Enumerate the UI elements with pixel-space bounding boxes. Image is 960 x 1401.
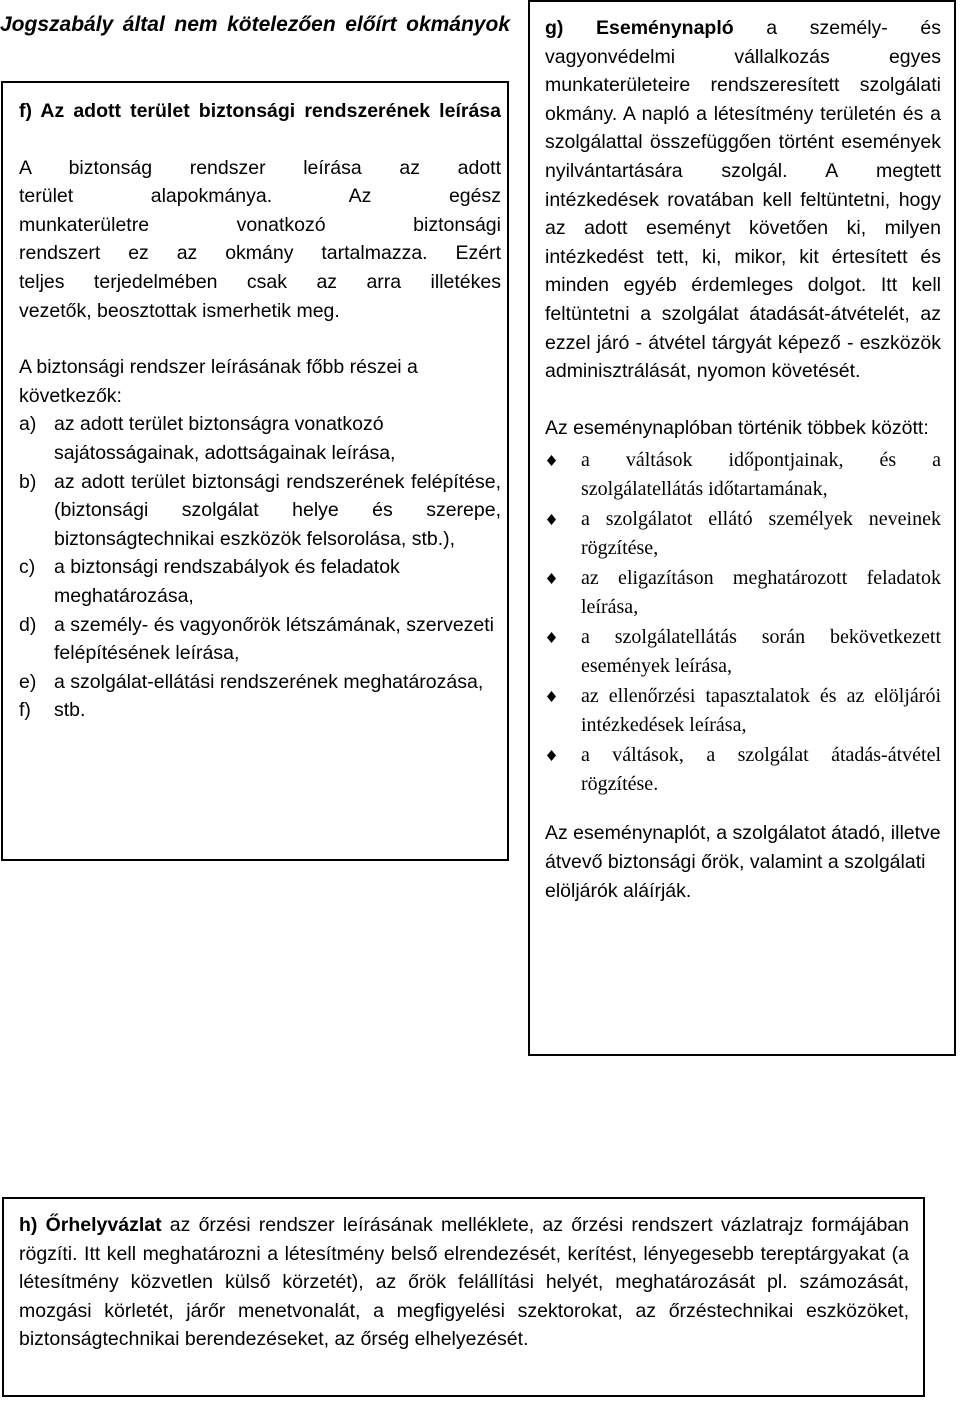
diamond-bullet-icon [547,691,556,702]
list-item-text: a váltások időpontjainak, és a szolgálatellátás időtartamának, [581,449,941,501]
diamond-bullet-icon [547,455,556,466]
intro-line: teljes terjedelmében csak az arra illetékes [19,270,501,293]
list-item-label: b) [19,470,37,493]
list-item [545,564,941,622]
list-item [545,446,941,504]
intro-line: terület alapokmánya. Az egész [19,185,501,208]
left-heading: Jogszabály által nem kötelezően előírt okmányok [0,13,510,36]
list-item [19,553,501,610]
list-item-label: f) [19,699,31,722]
list-item-label: d) [19,613,37,636]
list-item [545,505,941,563]
section-g-text: a személy- és vagyonvédelmi vállalkozás egyes munkaterületeire rendszeresített szolgálati okmány. A napló a létesítmény területén és a szolgálattal összefüggően történt események nyilvántartására szolgál. A megtett intézkedések rovatában kell feltüntetni, hogy az adott eseményt követően ki, milyen intézkedést tett, ki, mikor, kit értesített és minden egyéb érdemleges dolgot. Itt kell feltüntetni a szolgálat átadását-átvételét, az ezzel járó - átvétel tárgyát képező - eszközök adminisztrálását, nyomon követését. [545,17,941,383]
right-section-content [545,14,941,905]
section-f-intro [19,154,501,326]
list-item-text: az eligazításon meghatározott feladatok leírása, [581,567,941,619]
section-h-paragraph [19,1211,909,1354]
list-item-text: a váltások, a szolgálat átadás-átvétel rögzítése. [581,744,941,796]
bottom-section-box [2,1197,925,1397]
intro-line: vezetők, beosztottak ismerhetik meg. [19,299,340,322]
section-g-paragraph [545,14,941,386]
diamond-bullet-icon [547,514,556,525]
intro-line: A biztonság rendszer leírása az adott [19,156,501,179]
section-g-title: g) Eseménynapló [545,17,734,39]
list-item-text: a szolgálatellátás során bekövetkezett események leírása, [581,626,941,678]
section-h-title: h) Őrhelyvázlat [19,1214,162,1236]
event-log-list-intro: Az eseménynaplóban történik többek között: [545,416,929,439]
bottom-section-content [19,1211,909,1354]
list-item-text: az adott terület biztonsági rendszerének felépítése, (biztonsági szolgálat helye és szerepe, biztonságtechnikai eszközök felsorolása, stb.), [54,470,501,550]
list-item-label: c) [19,556,36,579]
event-log-closing: Az eseménynaplót, a szolgálatot átadó, illetve átvevő biztonsági őrök, valamint a szolgálati elöljárók aláírják. [545,822,941,902]
diamond-bullet-icon [547,750,556,761]
intro-line: munkaterületre vonatkozó biztonsági [19,213,501,236]
section-h-text: az őrzési rendszer leírásának melléklete, az őrzési rendszert vázlatrajz formájában rögzíti. Itt kell meghatározni a létesítmény belső elrendezését, kerítést, lényegesebb tereptárgyakat (a létesítmény közvetlen külső körzetét), az őrök felállítási helyét, meghatározását pl. számozását, mozgási körletét, járőr menetvonalát, a megfigyelési szektorokat, az őrzéstechnikai eszközöket, biztonságtechnikai berendezéseket, az őrség elhelyezését. [19,1214,909,1351]
diamond-bullet-icon [547,573,556,584]
list-item-label: a) [19,413,37,436]
list-item [19,696,501,725]
section-f-title: f) Az adott terület biztonsági rendszerének leírása [19,100,501,122]
right-section-box [528,0,956,1056]
list-item [19,410,501,467]
list-item [19,611,501,668]
left-section-box [1,81,509,861]
list-item-text: stb. [54,699,86,722]
list-item [19,668,501,697]
list-item-text: az ellenőrzési tapasztalatok és az elöljárói intézkedések leírása, [581,685,941,737]
list-item-label: e) [19,670,37,693]
diamond-bullet-icon [547,632,556,643]
parts-list [19,410,501,725]
list-item-text: a szolgálatot ellátó személyek neveinek rögzítése, [581,508,941,560]
list-item-text: a személy- és vagyonőrök létszámának, szervezeti felépítésének leírása, [54,613,495,665]
list-item [19,468,501,554]
event-log-bullet-list [545,446,941,799]
list-item [545,682,941,740]
left-section-content [19,97,501,725]
intro-line: rendszert ez az okmány tartalmazza. Ezért [19,242,501,265]
list-item-text: a szolgálat-ellátási rendszerének meghatározása, [54,670,484,693]
list-item [545,741,941,799]
parts-intro: A biztonsági rendszer leírásának főbb részei a következők: [19,356,418,407]
list-item-text: a biztonsági rendszabályok és feladatok meghatározása, [54,556,400,607]
list-item-text: az adott terület biztonságra vonatkozó sajátosságainak, adottságainak leírása, [54,413,396,464]
list-item [545,623,941,681]
